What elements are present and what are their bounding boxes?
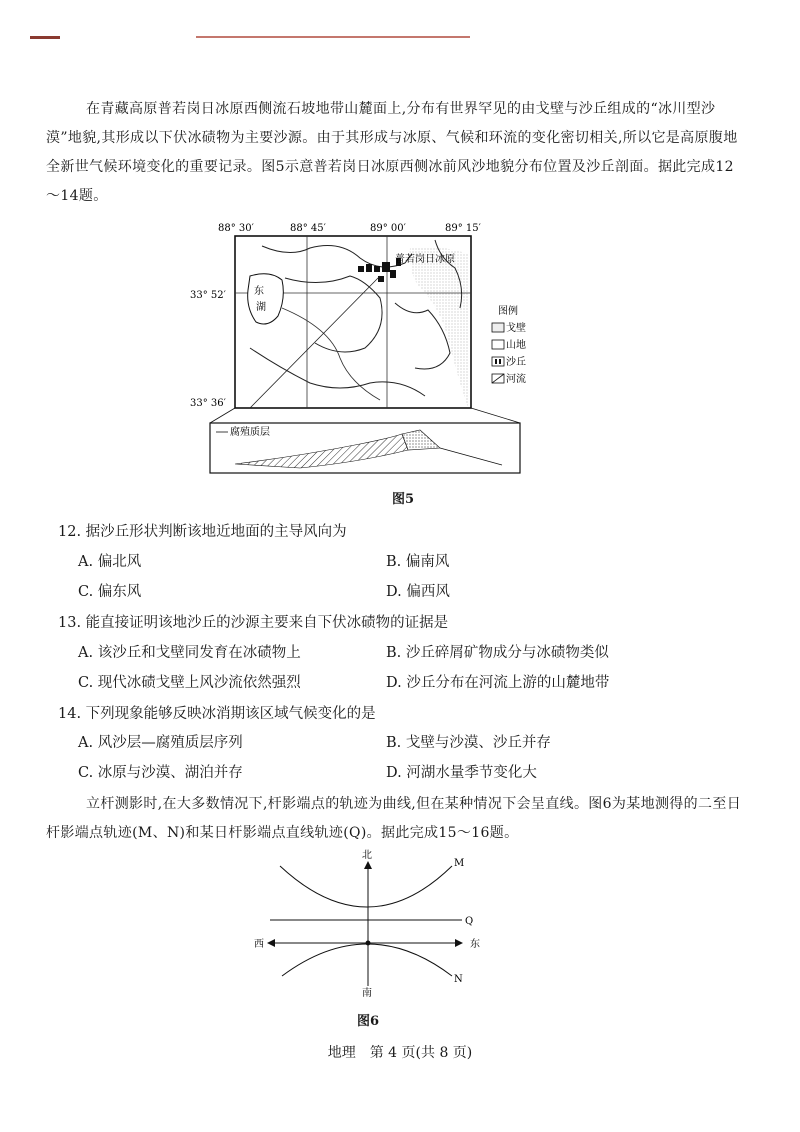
intro-paragraph-1 bbox=[46, 95, 746, 211]
lake-label: 东 bbox=[254, 286, 264, 297]
lon-label: 88° 30′ bbox=[218, 223, 254, 234]
track-M bbox=[280, 866, 452, 907]
scan-mark bbox=[30, 36, 60, 39]
q13-option-c: C. 现代冰碛戈壁上风沙流依然强烈 bbox=[78, 675, 301, 691]
lake-label: 湖 bbox=[256, 302, 266, 313]
label-Q: Q bbox=[465, 916, 474, 927]
intro-text-1: 在青藏高原普若岗日冰原西侧流石坡地带山麓面上,分布有世界罕见的由戈壁与沙丘组成的“冰川型沙漠”地貌,其形成以下伏冰碛物为主要沙源。由于其形成与冰原、气候和环流的变化密切相关,所以它是高原腹地全新世气候环境变化的重要记录。图5示意普若岗日冰原西侧冰前风沙地貌分布位置及沙丘剖面。据此完成12～14题。 bbox=[46, 101, 738, 204]
q12-option-b: B. 偏南风 bbox=[386, 554, 450, 570]
profile-label: 腐殖质层 bbox=[230, 427, 270, 438]
scan-mark bbox=[196, 36, 470, 38]
intro-paragraph-2 bbox=[46, 790, 746, 848]
legend bbox=[492, 304, 526, 385]
label-M: M bbox=[454, 858, 465, 869]
glacier-label: 普若岗日冰原 bbox=[395, 254, 455, 265]
lat-label: 33° 52′ bbox=[190, 290, 226, 301]
west-label: 西 bbox=[254, 939, 264, 950]
page-footer: 地理 第 4 页(共 8 页) bbox=[327, 1045, 473, 1061]
q12-option-d: D. 偏西风 bbox=[386, 584, 450, 600]
q14-option-a: A. 风沙层—腐殖质层序列 bbox=[78, 735, 243, 751]
q12-option-a: A. 偏北风 bbox=[78, 554, 142, 570]
q14-option-c: C. 冰原与沙漠、湖泊并存 bbox=[78, 765, 243, 781]
east-label: 东 bbox=[470, 939, 480, 950]
lon-label: 89° 15′ bbox=[445, 223, 481, 234]
figure-6-caption: 图6 bbox=[357, 1014, 380, 1029]
legend-item: 山地 bbox=[506, 340, 526, 351]
question-13-stem: 13. 能直接证明该地沙丘的沙源主要来自下伏冰碛物的证据是 bbox=[58, 615, 449, 631]
q13-option-a: A. 该沙丘和戈壁同发育在冰碛物上 bbox=[78, 645, 301, 661]
question-14-stem: 14. 下列现象能够反映冰消期该区域气候变化的是 bbox=[58, 706, 376, 722]
north-label: 北 bbox=[362, 850, 372, 861]
q12-option-c: C. 偏东风 bbox=[78, 584, 142, 600]
lat-label: 33° 36′ bbox=[190, 398, 226, 409]
question-12-stem: 12. 据沙丘形状判断该地近地面的主导风向为 bbox=[58, 524, 347, 540]
lon-label: 88° 45′ bbox=[290, 223, 326, 234]
south-label: 南 bbox=[362, 988, 372, 998]
legend-item: 河流 bbox=[506, 374, 526, 385]
lake-shape bbox=[248, 274, 284, 324]
q14-option-b: B. 戈壁与沙漠、沙丘并存 bbox=[386, 735, 551, 751]
label-N: N bbox=[454, 974, 463, 985]
figure-6 bbox=[240, 848, 500, 998]
legend-title: 图例 bbox=[498, 306, 518, 317]
figure-5 bbox=[190, 218, 530, 478]
q13-option-b: B. 沙丘碎屑矿物成分与冰碛物类似 bbox=[386, 645, 609, 661]
legend-item: 戈壁 bbox=[506, 323, 526, 334]
pole-point bbox=[366, 941, 371, 946]
intro-text-2: 立杆测影时,在大多数情况下,杆影端点的轨迹为曲线,但在某种情况下会呈直线。图6为某地测得的二至日杆影端点轨迹(M、N)和某日杆影端点直线轨迹(Q)。据此完成15～16题。 bbox=[46, 796, 742, 841]
figure-5-caption: 图5 bbox=[392, 492, 415, 507]
lon-label: 89° 00′ bbox=[370, 223, 406, 234]
q13-option-d: D. 沙丘分布在河流上游的山麓地带 bbox=[386, 675, 610, 691]
q14-option-d: D. 河湖水量季节变化大 bbox=[386, 765, 537, 781]
track-N bbox=[282, 944, 452, 976]
legend-item: 沙丘 bbox=[506, 357, 526, 368]
